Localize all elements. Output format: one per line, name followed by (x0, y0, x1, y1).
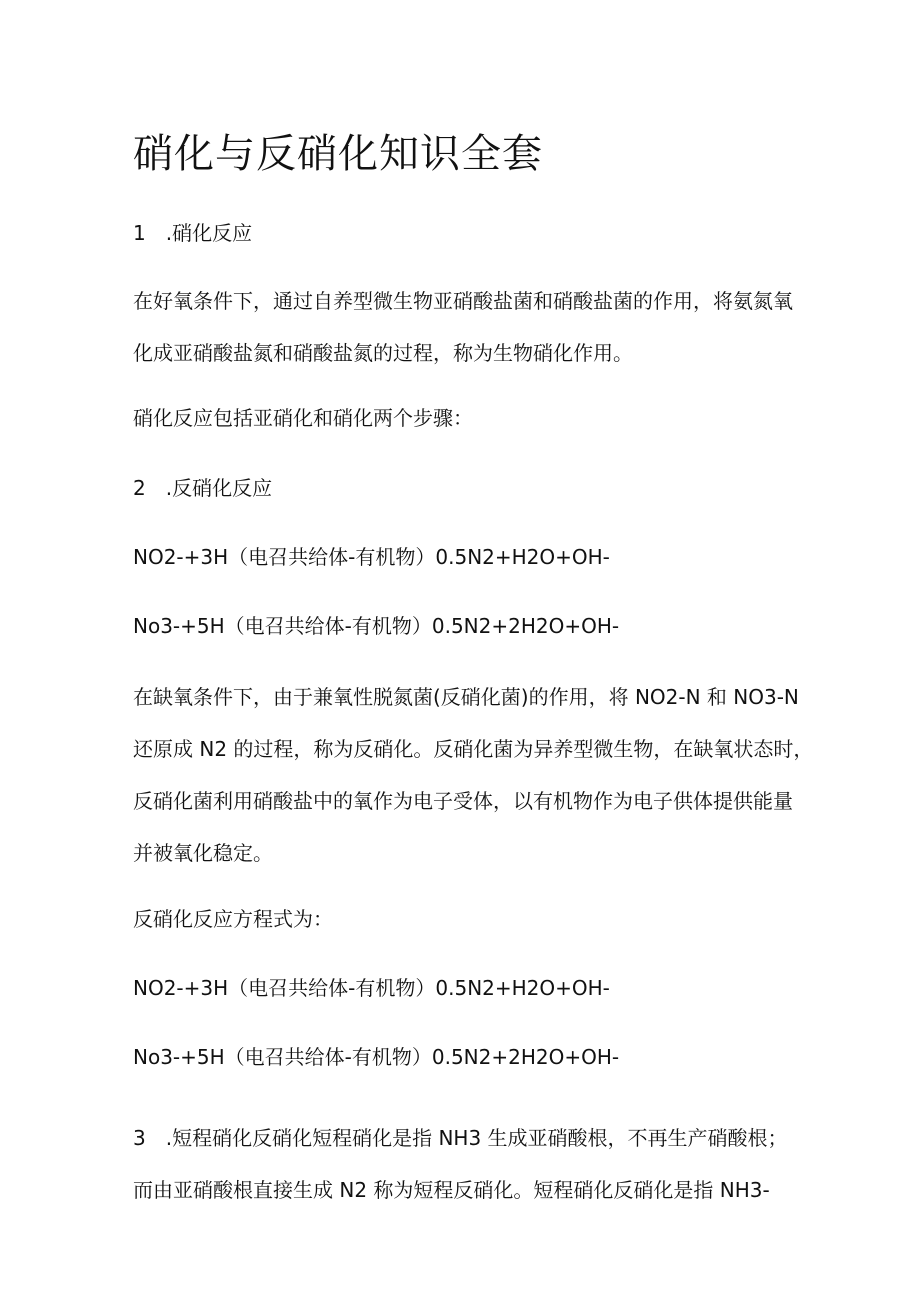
text-line: 还原成 N2 的过程，称为反硝化。反硝化菌为异养型微生物，在缺氧状态时， (133, 737, 814, 761)
text-line: 而由亚硝酸根直接生成 N2 称为短程反硝化。短程硝化反硝化是指 NH3- (133, 1178, 770, 1202)
equation-no2: NO2-+3H（电召共给体-有机物）0.5N2+H2O+OH- (133, 545, 610, 569)
text-line: 化成亚硝酸盐氮和硝酸盐氮的过程，称为生物硝化作用。 (133, 341, 633, 365)
equation-no2-repeat: NO2-+3H（电召共给体-有机物）0.5N2+H2O+OH- (133, 976, 610, 1000)
text-line: 在好氧条件下，通过自养型微生物亚硝酸盐菌和硝酸盐菌的作用，将氨氮氧 (133, 289, 793, 313)
text-line: 并被氧化稳定。 (133, 841, 273, 865)
heading-nitrification: 1 .硝化反应 (133, 221, 253, 245)
text-line: 反硝化菌利用硝酸盐中的氧作为电子受体，以有机物作为电子供体提供能量 (133, 789, 793, 813)
text-line: 3 .短程硝化反硝化短程硝化是指 NH3 生成亚硝酸根，不再生产硝酸根； (133, 1126, 788, 1150)
paragraph-denitrification-definition (133, 671, 814, 879)
paragraph-shortcut-nitrification (133, 1112, 793, 1216)
equation-no3-repeat: No3-+5H（电召共给体-有机物）0.5N2+2H2O+OH- (133, 1045, 620, 1069)
text-line: 在缺氧条件下，由于兼氧性脱氮菌(反硝化菌)的作用，将 NO2-N 和 NO3-N (133, 685, 799, 709)
paragraph-nitrification-definition (133, 275, 793, 379)
paragraph-nitrification-steps: 硝化反应包括亚硝化和硝化两个步骤： (133, 406, 473, 430)
heading-denitrification: 2 .反硝化反应 (133, 476, 273, 500)
heading-denitrification-equations: 反硝化反应方程式为： (133, 907, 333, 931)
document-title: 硝化与反硝化知识全套 (133, 131, 543, 177)
equation-no3: No3-+5H（电召共给体-有机物）0.5N2+2H2O+OH- (133, 614, 620, 638)
